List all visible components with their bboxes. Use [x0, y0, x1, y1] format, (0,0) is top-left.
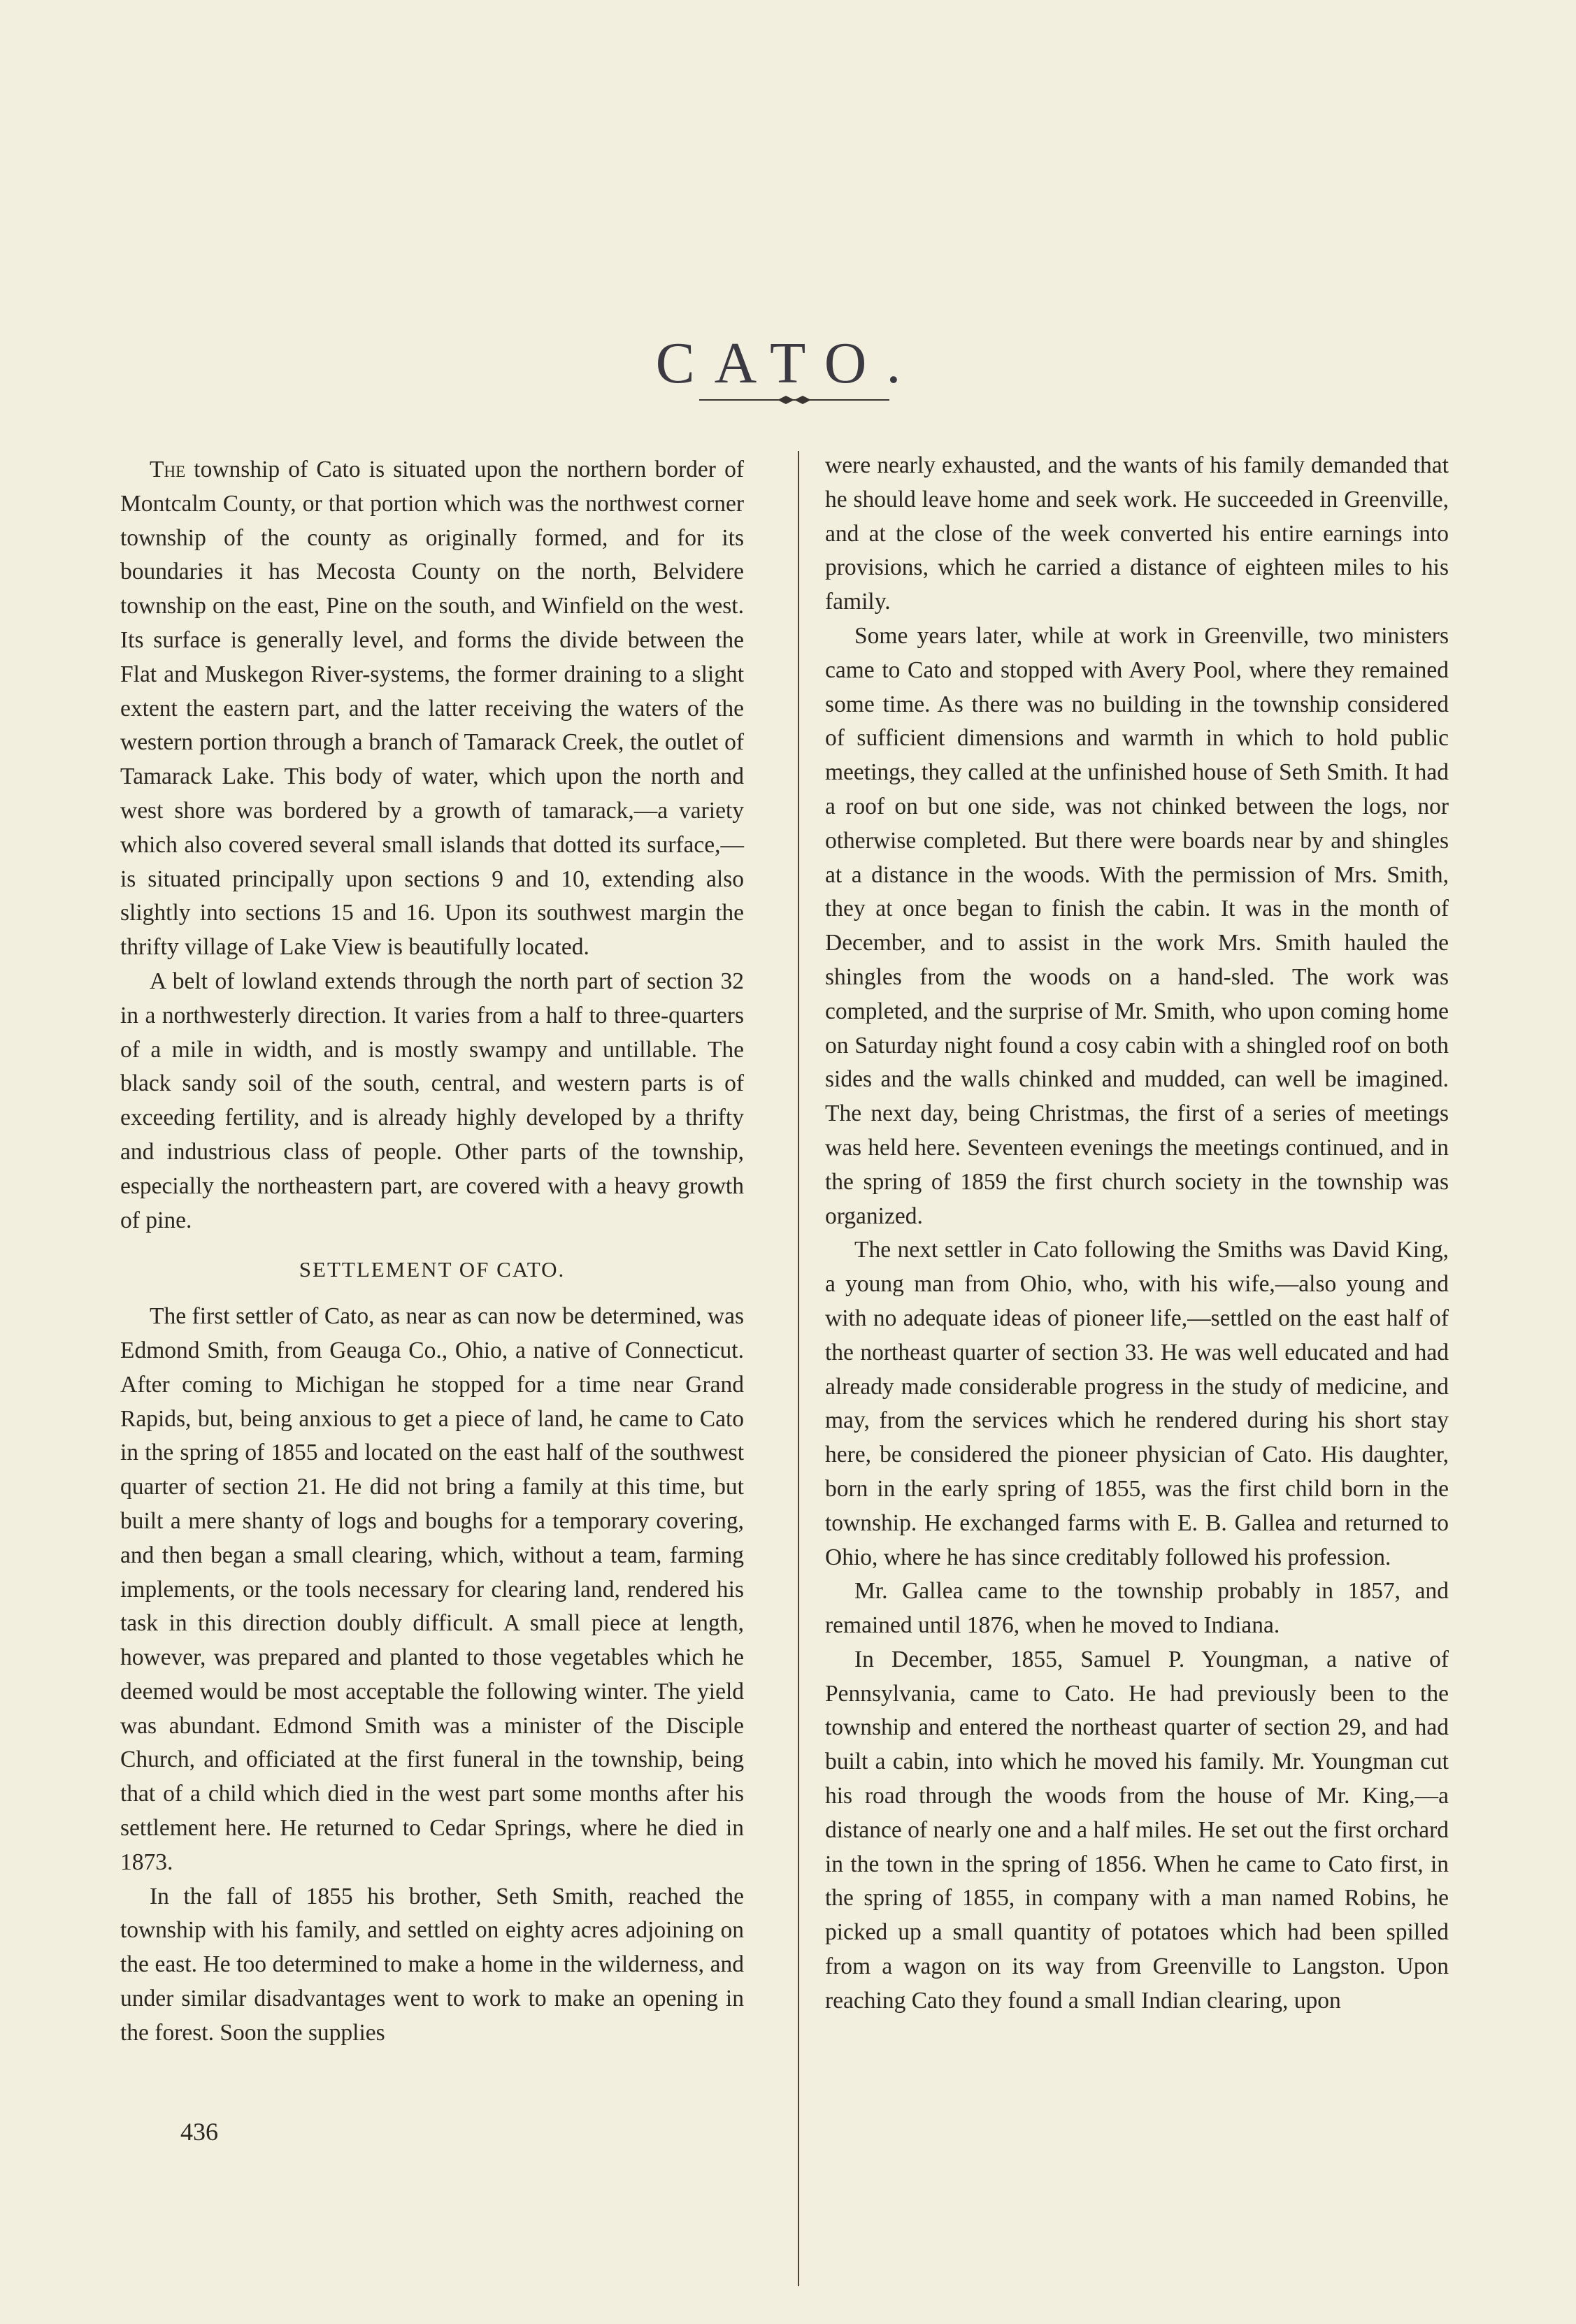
- intro-paragraph: [120, 453, 744, 965]
- title-ornament: [699, 393, 889, 407]
- ministers-paragraph: Some years later, while at work in Greenville, two ministers came to Cato and stopped with Avery Pool, where they remained some time. As there was no building in the township considered of sufficient dimensions and warmth in which to hold public meetings, they called at the unfinished house of Seth Smith. It had a roof on but one side, was not chinked between the logs, nor otherwise completed. But there were boards near by and shingles at a distance in the woods. With the permission of Mrs. Smith, they at once began to finish the cabin. It was in the month of December, and to assist in the work Mrs. Smith hauled the shingles from the woods on a hand-sled. The work was completed, and the surprise of Mr. Smith, who upon coming home on Saturday night found a cosy cabin with a shingled roof on both sides and the walls chinked and mudded, can well be imagined. The next day, being Christmas, the first of a series of meetings was held here. Seventeen evenings the meetings continued, and in the spring of 1859 the first church society in the township was organized.: [825, 622, 1449, 1229]
- column-divider: [798, 451, 799, 2286]
- continued-paragraph: were nearly exhausted, and the wants of his family demanded that he should leave home and seek work. He succeeded in Greenville, and at the close of the week converted his entire earnings into provisions, which he carried a distance of eighteen miles to his family.: [825, 452, 1449, 615]
- first-settler-paragraph: The first settler of Cato, as near as can now be determined, was Edmond Smith, from Geauga Co., Ohio, a native of Connecticut. After coming to Michigan he stopped for a time near Grand Rapids, but, being anxious to get a piece of land, he came to Cato in the spring of 1855 and located on the east half of the southwest quarter of section 21. He did not bring a family at this time, but built a mere shanty of logs and boughs for a temporary covering, and then began a small clearing, which, without a team, farming implements, or the tools necessary for clearing land, rendered his task in this direction doubly difficult. A small piece at length, however, was prepared and planted to those vegetables which he deemed would be most acceptable the following winter. The yield was abundant. Edmond Smith was a minister of the Disciple Church, and officiated at the first funeral in the township, being that of a child which died in the west part some months after his settlement here. He returned to Cedar Springs, where he died in 1873.: [120, 1303, 744, 1875]
- david-king-paragraph: The next settler in Cato following the Smiths was David King, a young man from Ohio, who, with his wife,—also young and with no adequate ideas of pioneer life,—settled on the east half of the northeast quarter of section 33. He was well educated and had already made considerable progress in the study of medicine, and may, from the services which he rendered during his short stay here, be considered the pioneer physician of Cato. His daughter, born in the early spring of 1855, was the first child born in the township. He exchanged farms with E. B. Gallea and returned to Ohio, where he has since creditably followed his profession.: [825, 1237, 1449, 1570]
- left-column: [120, 453, 744, 2051]
- seth-smith-paragraph: In the fall of 1855 his brother, Seth Smith, reached the township with his family, and settled on eighty acres adjoining on the east. He too determined to make a home in the wilderness, and under similar disadvantages went to work to make an opening in the forest. Soon the supplies: [120, 1883, 744, 2046]
- lowland-paragraph: A belt of lowland extends through the north part of section 32 in a northwesterly direction. It varies from a half to three-quarters of a mile in width, and is mostly swampy and untillable. The black sandy soil of the south, central, and western parts is of exceeding fertility, and is already highly developed by a thrifty and industrious class of people. Other parts of the township, especially the northeastern part, are covered with a heavy growth of pine.: [120, 968, 744, 1233]
- right-column: [825, 449, 1449, 2018]
- youngman-paragraph: In December, 1855, Samuel P. Youngman, a native of Pennsylvania, came to Cato. He had previously been to the township and entered the northeast quarter of section 29, and had built a cabin, into which he moved his family. Mr. Youngman cut his road through the woods from the house of Mr. King,—a distance of nearly one and a half miles. He set out the first orchard in the town in the spring of 1856. When he came to Cato first, in the spring of 1855, in company with a man named Robins, he picked up a small quantity of potatoes which had been spilled from a wagon on its way from Greenville to Langston. Upon reaching Cato they found a small Indian clearing, upon: [825, 1646, 1449, 2014]
- gallea-paragraph: Mr. Gallea came to the township probably in 1857, and remained until 1876, when he moved to Indiana.: [825, 1578, 1449, 1639]
- intro-lead-word: The: [150, 457, 186, 482]
- section-heading: SETTLEMENT OF CATO.: [299, 1257, 566, 1282]
- intro-text: township of Cato is situated upon the northern border of Montcalm County, or that portion which was the northwest corner township of the county as originally formed, and for its boundaries it has Mecosta County on the north, Belvidere township on the east, Pine on the south, and Winfield on the west. Its surface is generally level, and forms the divide between the Flat and Muskegon River-systems, the former draining to a slight extent the eastern part, and the latter receiving the waters of the western portion through a branch of Tamarack Creek, the outlet of Tamarack Lake. This body of water, which upon the north and west shore was bordered by a growth of tamarack,—a variety which also covered several small islands that dotted its surface,—is situated principally upon sections 9 and 10, extending also slightly into sections 15 and 16. Upon its southwest margin the thrifty village of Lake View is beautifully located.: [120, 457, 744, 961]
- page-title: CATO.: [655, 331, 921, 396]
- page-number: 436: [180, 2118, 218, 2146]
